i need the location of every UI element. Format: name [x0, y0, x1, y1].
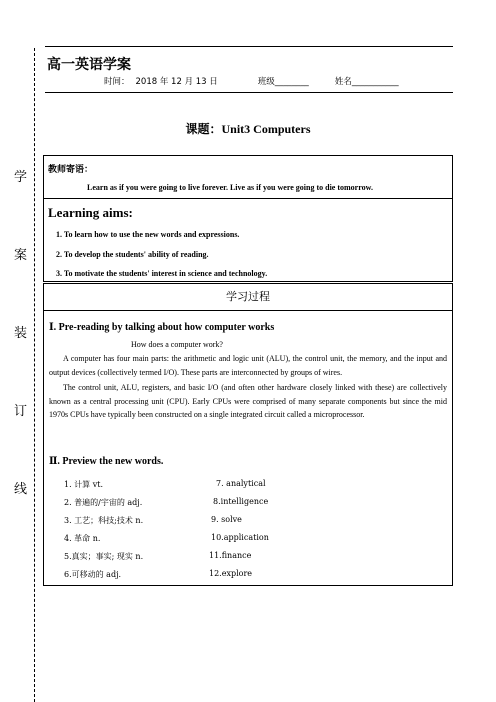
- binding-char-ding: 订: [14, 403, 28, 418]
- word-item: 5.真实；事实; 现实 n.: [64, 552, 144, 561]
- aim-item: 1. To learn how to use the new words and expressions.: [56, 230, 240, 239]
- word-item: 7. analytical: [216, 479, 266, 488]
- word-item: 4. 革命 n.: [64, 534, 101, 543]
- binding-dashed-line: [34, 48, 35, 702]
- learning-process-box: [43, 283, 453, 586]
- class-field: 班级________: [257, 77, 309, 87]
- word-item: 1. 计算 vt.: [64, 480, 103, 489]
- section2-heading: Ⅱ. Preview the new words.: [49, 456, 164, 467]
- section1-question: How does a computer work?: [131, 340, 223, 349]
- header-top-rule: [45, 46, 453, 47]
- section1-paragraph: The control unit, ALU, registers, and basic I/O (and often other hardware closely linked with these) are collectively known as a central processing unit (CPU). Early CPUs were comprised of many separate components but since the mid 1970s CPUs have typically been constructed on a single integrated circuit called a microprocessor.: [49, 383, 447, 420]
- teacher-message-box: [43, 155, 453, 199]
- binding-char-xue: 学: [14, 169, 28, 184]
- header-info-row: [104, 75, 405, 87]
- aim-item: 2. To develop the students' ability of reading.: [56, 250, 209, 259]
- word-item: 12.explore: [209, 569, 253, 578]
- word-item: 2. 普遍的/宇宙的 adj.: [64, 498, 143, 507]
- binding-char-xian: 线: [14, 481, 28, 496]
- word-item: 10.application: [211, 533, 269, 542]
- word-item: 8.intelligence: [213, 497, 269, 506]
- process-title-rule: [44, 310, 452, 311]
- time-label: 时间：: [104, 77, 130, 87]
- word-item: 3. 工艺；科技;技术 n.: [64, 516, 144, 525]
- word-item: 11.finance: [209, 551, 252, 560]
- name-field: 姓名___________: [334, 77, 399, 87]
- teacher-message-label: 教师寄语：: [48, 165, 94, 175]
- document-title: 高一英语学案: [47, 57, 131, 73]
- process-title: 学习过程: [226, 290, 270, 303]
- aim-item: 3. To motivate the students' interest in science and technology.: [56, 269, 268, 278]
- word-item: 9. solve: [211, 515, 242, 524]
- header-bottom-rule: [45, 92, 453, 93]
- learning-aims-box: [43, 198, 453, 282]
- lesson-title: 课题：Unit3 Computers: [185, 122, 311, 136]
- binding-char-an: 案: [14, 247, 28, 262]
- word-item: 6.可移动的 adj.: [64, 570, 122, 579]
- section1-heading: Ⅰ. Pre-reading by talking about how computer works: [49, 322, 275, 333]
- section1-paragraph: A computer has four main parts: the arithmetic and logic unit (ALU), the control unit, the memory, and the input and output devices (collectively termed I/O). These parts are interconnected by groups of wires.: [49, 354, 447, 377]
- teacher-message-quote: Learn as if you were going to live forever. Live as if you were going to die tomorrow.: [87, 183, 373, 192]
- binding-char-zhuang: 装: [14, 325, 28, 340]
- learning-aims-title: Learning aims:: [48, 205, 133, 220]
- date-text: 2018 年 12 月 13 日: [135, 77, 218, 87]
